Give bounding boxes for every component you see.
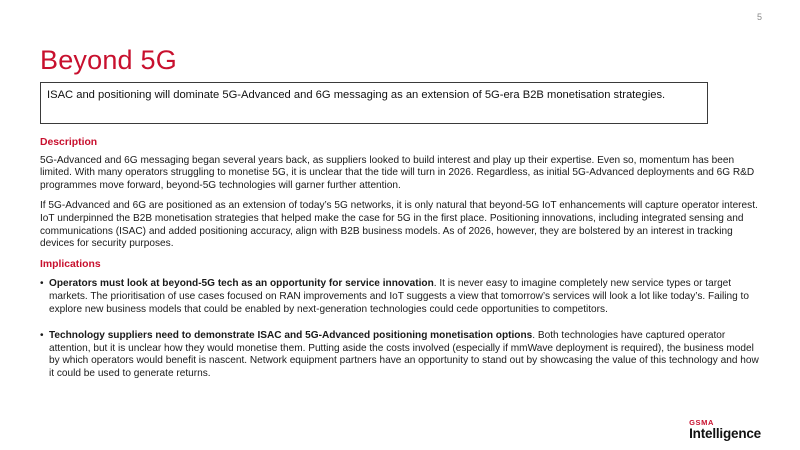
description-paragraph-2: If 5G-Advanced and 6G are positioned as an extension of today’s 5G networks, it is only natural that beyond-5G IoT enhancements will capture operator interest. IoT underpinned the B2B monetisation strategies that helped make the case for 5G in the first place. Positioning innovations, including integrated sensing and communications (ISAC) and added positioning accuracy, align with B2B business models. As of 2026, however, they are bolstered by an interest in tracking devices for security purposes. [40, 200, 758, 250]
logo-top-text: GSMA [689, 418, 715, 427]
description-heading: Description [40, 137, 98, 148]
description-paragraph-1: 5G-Advanced and 6G messaging began several years back, as suppliers looked to build interest and play up their expertise. Even so, momentum has been limited. With many operators struggling to monetise 5G, it is unclear that the tide will turn in 2026. Regardless, as initial 5G-Advanced deployments and 6G R&D programmes move forward, beyond-5G technologies will garner further attention. [40, 154, 755, 191]
implication-text-2: . Both technologies have captured operator attention, but it is unclear how they would monetise them. Putting aside the costs involved (especially if mmWave deployment is required), the business model by which operators would benefit is nascent. Network equipment partners have an opportunity to stand out by showcasing the value of this technology and how it could be used to generate returns. [49, 330, 759, 379]
logo-bottom-text: Intelligence [689, 426, 761, 441]
gsma-intelligence-logo [689, 419, 761, 441]
summary-box: ISAC and positioning will dominate 5G-Advanced and 6G messaging as an extension of 5G-era B2B monetisation strategies. [40, 82, 708, 124]
implication-lead-2: Technology suppliers need to demonstrate ISAC and 5G-Advanced positioning monetisation options [49, 330, 533, 342]
page-number: 5 [756, 12, 762, 22]
implications-heading: Implications [40, 258, 101, 270]
implication-item-2 [40, 330, 762, 380]
implications-list [40, 278, 762, 380]
page-title: Beyond 5G [40, 45, 177, 75]
main-content [40, 137, 762, 395]
implication-item-1 [40, 278, 762, 316]
implication-lead-1: Operators must look at beyond-5G tech as an opportunity for service innovation [49, 278, 434, 290]
implication-text-1: . It is never easy to imagine completely new service types or target markets. The prioritisation of use cases focused on RAN improvements and IoT suggests a view that tomorrow’s services will look a lot like today’s. Failing to explore new business models that could be enabled by next-generation technologies could cede opportunities to competitors. [49, 278, 749, 315]
